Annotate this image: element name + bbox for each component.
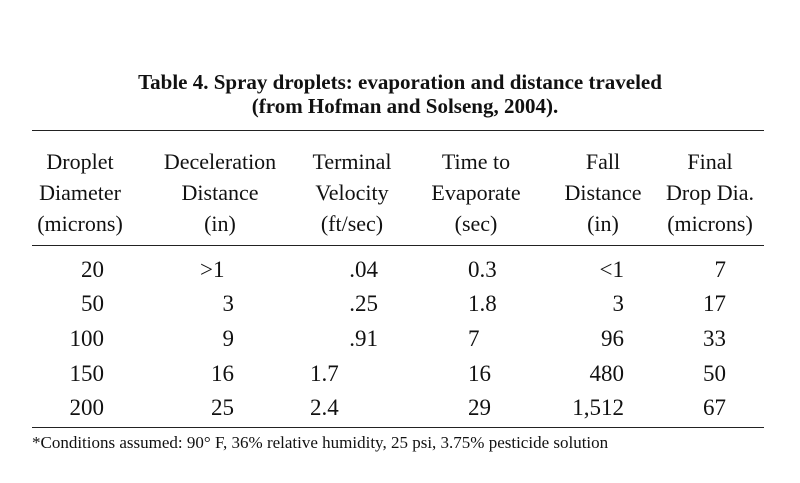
table-cell: 1.7 <box>310 361 339 386</box>
table-cell: 9 <box>222 326 234 351</box>
header-line: Evaporate <box>431 180 521 205</box>
table-cell: 1.8 <box>468 291 497 316</box>
table-cell: 96 <box>601 326 624 351</box>
table-cell: 3 <box>222 291 234 316</box>
header-line: Distance <box>181 180 259 205</box>
header-line: Deceleration <box>163 149 277 174</box>
header-line: (in) <box>204 211 236 236</box>
table-cell: 0.3 <box>468 257 497 282</box>
table-cell: 29 <box>468 395 491 420</box>
table-footnote: *Conditions assumed: 90° F, 36% relative humidity, 25 psi, 3.75% pesticide solution <box>32 433 609 452</box>
table-title-line2: (from Hofman and Solseng, 2004). <box>251 94 559 118</box>
table-title-line1: Table 4. Spray droplets: evaporation and distance traveled <box>138 70 662 94</box>
table-cell: 25 <box>211 395 234 420</box>
header-line: Final <box>687 149 733 174</box>
table-cell: 3 <box>612 291 624 316</box>
header-line: Diameter <box>39 180 121 205</box>
table-cell: 16 <box>468 361 491 386</box>
table-cell: >1 <box>200 257 225 282</box>
column-header-fall-distance <box>553 146 653 239</box>
header-line: (ft/sec) <box>320 211 384 236</box>
header-line: Distance <box>564 180 642 205</box>
header-rule <box>32 245 764 246</box>
column-header-final-drop-dia <box>656 146 764 239</box>
header-line: (microns) <box>37 211 123 236</box>
table-title <box>0 70 800 118</box>
table-cell: 2.4 <box>310 395 339 420</box>
column-header-deceleration-distance <box>154 146 286 239</box>
header-line: (sec) <box>454 211 498 236</box>
bottom-rule <box>32 427 764 428</box>
header-line: (in) <box>587 211 619 236</box>
table-cell: 33 <box>703 326 726 351</box>
table-cell: .04 <box>349 257 378 282</box>
column-header-terminal-velocity <box>300 146 404 239</box>
table-cell: 20 <box>81 257 104 282</box>
table-cell: 17 <box>703 291 726 316</box>
column-header-droplet-diameter <box>32 146 128 239</box>
table-cell: 150 <box>69 361 104 386</box>
header-line: Terminal <box>312 149 392 174</box>
top-rule <box>32 130 764 131</box>
table-cell: 480 <box>589 361 624 386</box>
table-cell: 200 <box>69 395 104 420</box>
table-cell: 1,512 <box>572 395 624 420</box>
table-cell: 16 <box>211 361 234 386</box>
table-cell: 67 <box>703 395 726 420</box>
table-cell: .25 <box>349 291 378 316</box>
header-line: Fall <box>585 149 621 174</box>
header-line: (microns) <box>667 211 753 236</box>
table-cell: 50 <box>703 361 726 386</box>
table-cell: 7 <box>468 326 480 351</box>
header-line: Droplet <box>46 149 114 174</box>
header-line: Velocity <box>315 180 389 205</box>
header-line: Drop Dia. <box>666 180 754 205</box>
table-cell: .91 <box>349 326 378 351</box>
table-cell: 50 <box>81 291 104 316</box>
table-cell: 100 <box>69 326 104 351</box>
header-line: Time to <box>441 149 511 174</box>
table-cell: 7 <box>714 257 726 282</box>
column-header-time-to-evaporate <box>420 146 532 239</box>
table-cell: <1 <box>599 257 624 282</box>
